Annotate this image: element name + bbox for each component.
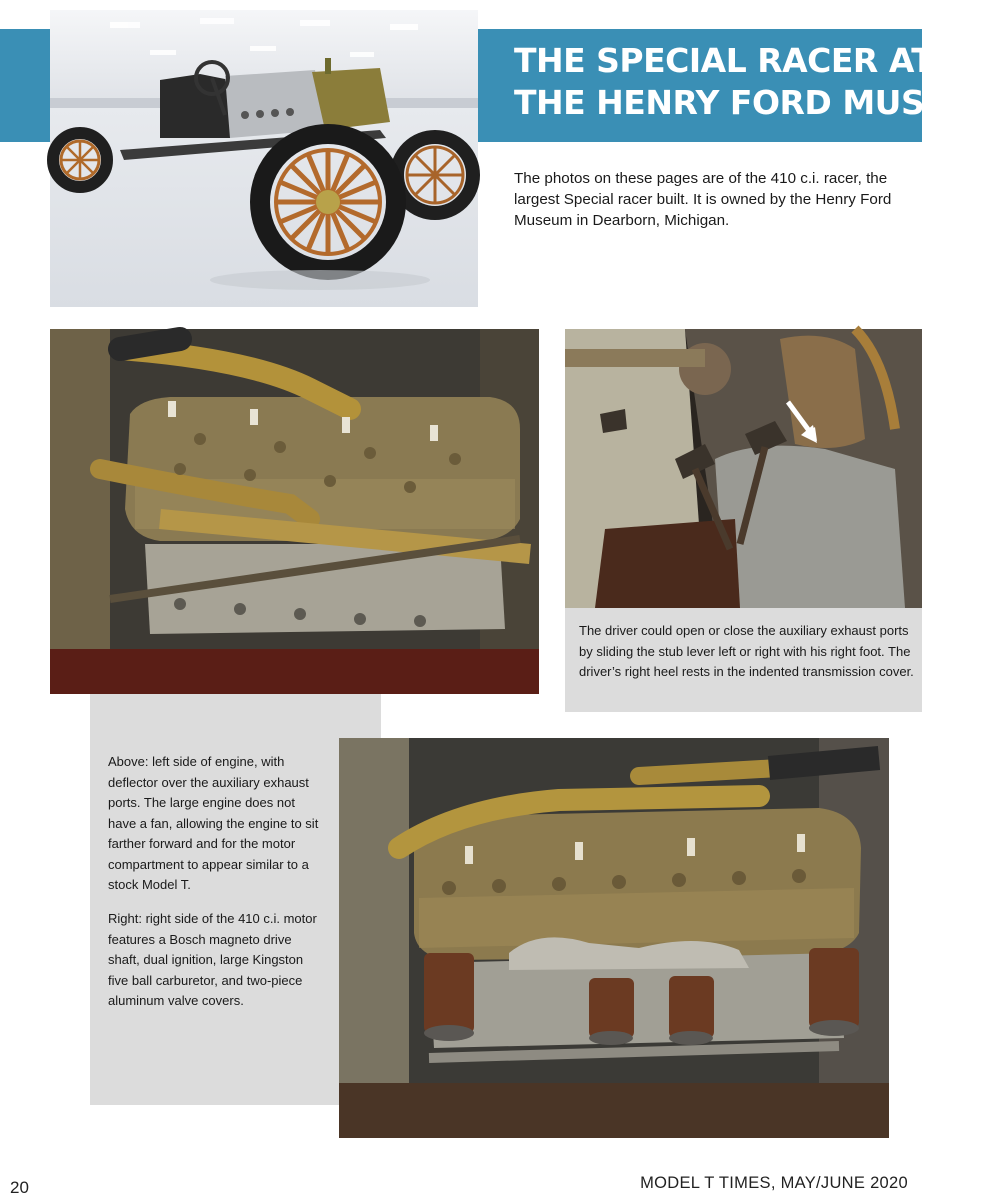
title-line-1: THE SPECIAL RACER AT — [514, 41, 934, 80]
engine-caption-box — [90, 694, 381, 1105]
engine-left-side-photo — [50, 329, 539, 694]
engine-right-side-photo — [339, 738, 889, 1138]
pedals-caption: The driver could open or close the auxiliary exhaust ports by sliding the stub lever left or right with his right foot. The driver’s right heel rests in the indented transmission cover. — [579, 623, 914, 679]
racer-car-photo — [50, 10, 478, 307]
right-engine-caption: Right: right side of the 410 c.i. motor features a Bosch magneto drive shaft, dual ignition, large Kingston five ball carburetor, and two-piece aluminum valve covers. — [108, 911, 317, 1008]
left-engine-caption: Above: left side of engine, with deflector over the auxiliary exhaust ports. The large engine does not have a fan, allowing the engine to sit farther forward and for the motor compartment to appear similar to a stock Model T. — [108, 754, 319, 892]
pedals-photo — [565, 329, 922, 608]
pedals-caption-box — [565, 608, 922, 712]
publication-footer: MODEL T TIMES, MAY/JUNE 2020 — [640, 1174, 908, 1192]
page-number: 20 — [10, 1178, 29, 1197]
page-title — [514, 40, 1005, 124]
intro-paragraph: The photos on these pages are of the 410 c.i. racer, the largest Special racer built. It is owned by the Henry Ford Museum in Dearborn, Michigan. — [514, 170, 892, 229]
title-line-2: THE HENRY FORD MUSEUM — [514, 83, 1005, 122]
